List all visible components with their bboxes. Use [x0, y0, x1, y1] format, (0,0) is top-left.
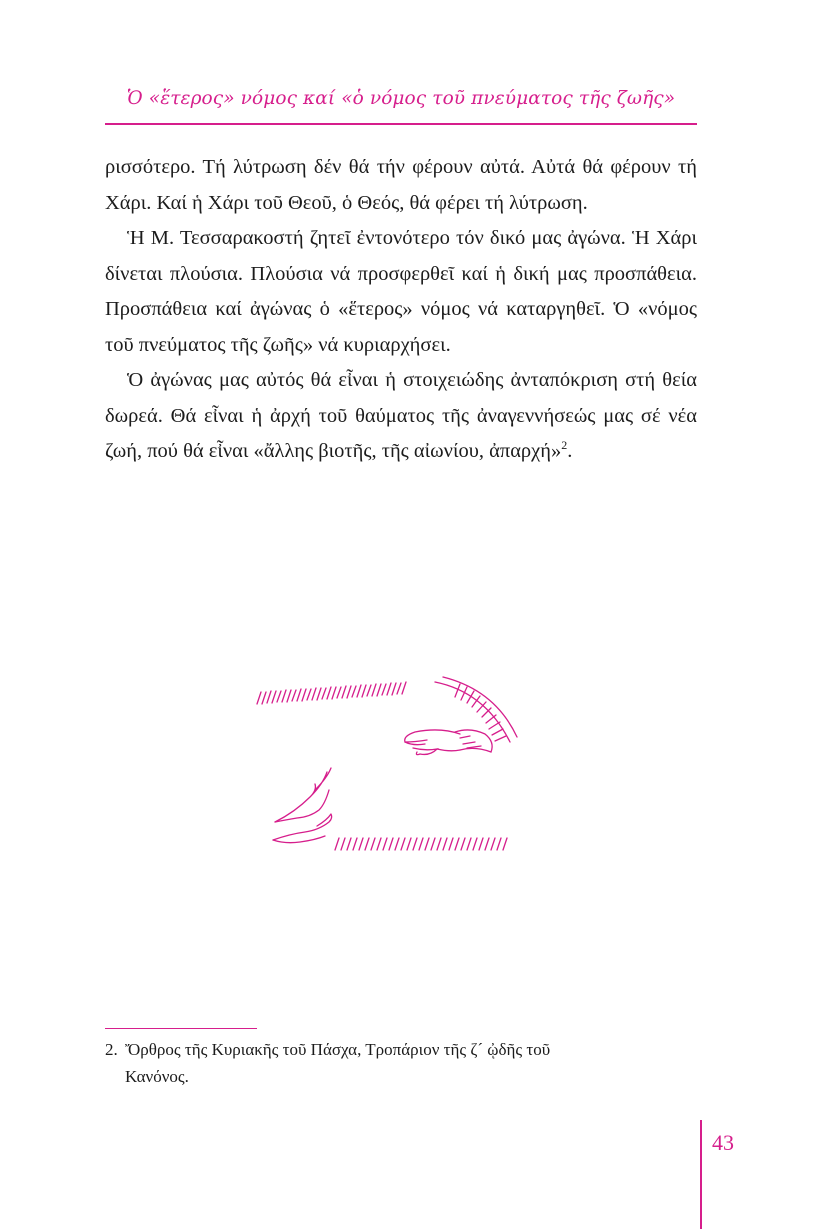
footnote-number: 2.	[105, 1040, 118, 1059]
page-number: 43	[712, 1130, 734, 1155]
running-head: Ὁ «ἕτερος» νόμος καί «ὁ νόμος τοῦ πνεύματος τῆς ζωῆς»	[126, 88, 676, 109]
hands-reaching-icon	[255, 672, 520, 872]
paragraph-2: Ἡ Μ. Τεσσαρακοστή ζητεῖ ἐντονότερο τόν δικό μας ἀγώνα. Ἡ Χάρι δίνεται πλούσια. Πλούσια νά προσφερθεῖ καί ἡ δική μας προσπάθεια. Προσπάθεια καί ἀγώνας ὁ «ἕτερος» νόμος νά καταργηθεῖ. Ὁ «νόμος τοῦ πνεύματος τῆς ζωῆς» νά κυριαρχήσει.	[105, 227, 697, 356]
paragraph-3: Ὁ ἀγώνας μας αὐτός θά εἶναι ἡ στοιχειώδης ἀνταπόκριση στή θεία δωρεά. Θά εἶναι ἡ ἀρχή τοῦ θαύματος τῆς ἀναγεννήσεώς μας σέ νέα ζωή, πού θά εἶναι «ἄλλης βιοτῆς, τῆς αἰωνίου, ἀπαρχή»$^2$.	[105, 369, 697, 462]
paragraph-1: ρισσότερο. Τή λύτρωση δέν θά τήν φέρουν αὐτά. Αὐτά θά φέρουν τή Χάρι. Καί ἡ Χάρι τοῦ Θεοῦ, ὁ Θεός, θά φέρει τή λύτρωση.	[105, 156, 697, 214]
footnote-line-1: Ὄρθρος τῆς Κυριακῆς τοῦ Πάσχα, Τροπάριον τῆς ζ´ ᾠδῆς τοῦ	[125, 1040, 551, 1059]
footnote-rule	[105, 1028, 257, 1029]
header-rule	[105, 123, 697, 125]
paragraph-3-text: Ὁ ἀγώνας μας αὐτός θά εἶναι ἡ στοιχειώδης ἀνταπόκριση στή θεία δωρεά. Θά εἶναι ἡ ἀρχή τοῦ θαύματος τῆς ἀναγεννήσεώς μας σέ νέα ζωή, πού θά εἶναι «ἄλλης βιοτῆς, τῆς αἰωνίου, ἀπαρχή»	[105, 369, 697, 462]
footnote-line-2: Κανόνος.	[125, 1067, 189, 1086]
footnote-reference: 2	[561, 438, 568, 453]
footnote	[105, 1036, 697, 1090]
page-number-rule	[700, 1120, 702, 1229]
body-text	[105, 150, 697, 470]
